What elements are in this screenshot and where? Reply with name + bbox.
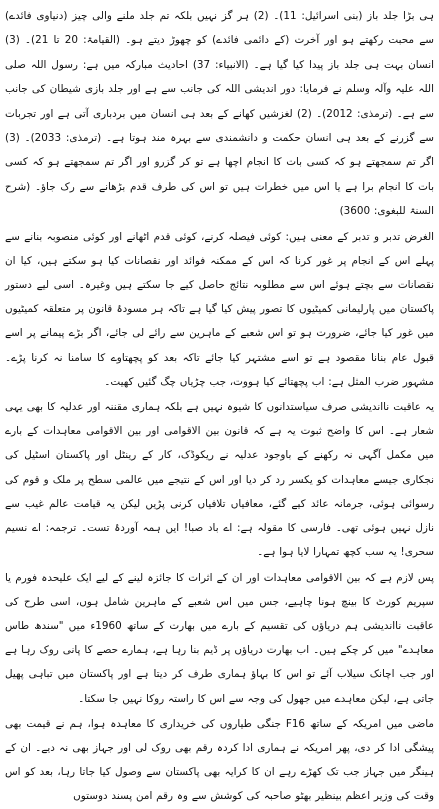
article-paragraph-1: ہی بڑا جلد باز (بنی اسرائیل: 11)۔ (2) ہر گز نہیں بلکہ تم جلد ملنے والی چیز (دنیاوی فائدے) سے محبت رکھتے ہو اور آخرت (کے دائمی فائدے) کو چھوڑ دیتے ہو۔ (القیامۃ: 20 تا 21)۔ (3) انسان بہت ہی جلد باز پیدا کیا گیا ہے۔ (الانبیاء: 37) احادیث مبارکہ میں ہے: رسول اللہ صلی اللہ علیہ وآلہ وسلم نے فرمایا: دور اندیشی اللہ کی جانب سے ہے اور جلد بازی شیطان کی جانب سے ہے۔ (ترمذی: 2012)۔ (2) لغزشیں کھانے کے بعد ہی انسان میں بردباری آتی ہے اور تجربات سے گزرنے کے بعد ہی انسان حکمت و دانشمندی سے بہرہ مند ہوتا ہے۔ (ترمذی: 2033)۔ (3) اگر تم سمجھتے ہو کہ کسی بات کا انجام اچھا ہے تو کر گزرو اور اگر تم سمجھتے ہو کہ کسی بات کا انجام برا ہے یا اس میں خطرات ہیں تو اس کی طرف قدم بڑھانے سے رک جاؤ۔ (شرح السنۃ للبغوی: 3600) (5, 10, 435, 218)
article-paragraph-4: پس لازم ہے کہ بین الاقوامی معاہدات اور ان کے اثرات کا جائزہ لینے کے لیے ایک علیحدہ فورم یا سپریم کورٹ کا بینچ ہونا چاہیے، جس میں اس شعبے کے ماہرین شامل ہوں، اسی طرح کی عاقبت نااندیشی ہم دریاؤں کی تقسیم کے بارے میں بھارت کے ساتھ 1960ء میں "سندھ طاس معاہدے" میں کر چکے ہیں۔ اب بھارت دریاؤں پر ڈیم بنا رہا ہے، ہمارے حصے کا پانی روک رہا ہے اور جب اچانک سیلاب آئے تو اس کا بہاؤ ہماری طرف کر دیتا ہے اور پاکستان میں تباہی پھیل جاتی ہے، لیکن معاہدے میں جھول کی وجہ سے اس کا راستہ روکا نہیں جا سکتا۔ (5, 571, 435, 705)
article-paragraph-3: یہ عاقبت نااندیشی صرف سیاستدانوں کا شیوہ نہیں ہے بلکہ ہماری مقننہ اور عدلیہ کا بھی یہی شعار ہے۔ اس کا واضح ثبوت یہ ہے کہ قانون بین الاقوامی اور بین الاقوامی معاہدات کے بارے میں مکمل آگہی نہ رکھنے کے باوجود عدلیہ نے ریکوڈک، کار کے رینٹل اور پاکستان اسٹیل کی نجکاری جیسے معاہدات کو یکسر رد کر دیا اور اس کے نتیجے میں عالمی سطح پر ملک و قوم کی رسوائی ہوئی، جرمانہ عائد کیے گئے، معافیاں تلافیاں کرنی پڑیں لیکن یہ قیامت عالم غیب سے نازل نہیں ہوئی تھی۔ فارسی کا مقولہ ہے: اے باد صبا! ایں ہمہ آوردۂ تست۔ ترجمہ: اے نسیم سحری! یہ سب کچھ تمہارا لایا ہوا ہے۔ (5, 401, 434, 559)
article-paragraph-2: الغرض تدبر و تدبر کے معنی ہیں: کوئی فیصلہ کرنے، کوئی قدم اٹھانے اور کوئی منصوبہ بنانے سے پہلے اس کے انجام پر غور کرنا کہ اس کے ممکنہ فوائد اور نقصانات کیا ہو سکتے ہیں، کیا ان نقصانات سے بچتے ہوئے اس سے مطلوبہ نتائج حاصل کیے جا سکتے ہیں وغیرہ۔ اسی لیے دستور پاکستان میں پارلیمانی کمیٹیوں کا تصور پیش کیا گیا ہے تاکہ ہر مسودۂ قانون پر متعلقہ کمیٹیوں میں غور کیا جائے، ضرورت ہو تو اس شعبے کے ماہرین سے رائے لی جائے، اگر بڑے پیمانے پر اسے قبول عام بنانا مقصود ہے تو اسے مشتہر کیا جائے تاکہ بعد کو پچھتاوے کا سامنا نہ کرنا پڑے۔ مشہور ضرب المثل ہے: اب پچھتائے کیا ہووت، جب چڑیاں چگ گئیں کھیت۔ (5, 230, 434, 388)
article-paragraph-5: ماضی میں امریکہ کے ساتھ F16 جنگی طیاروں کی خریداری کا معاہدہ ہوا، ہم نے قیمت بھی پیشگی ادا کر دی، پھر امریکہ نے ہماری ادا کردہ رقم بھی روک لی اور جہاز بھی نہ دیے۔ ان کے ہینگر میں جہاز جب تک کھڑے رہے ان کا کرایہ بھی پاکستان سے وصول کیا جاتا رہا، بعد کو اس وقت کی وزیر اعظم بینظیر بھٹو صاحبہ کی کوشش سے وہ رقم امن پسند دوستوں (5, 717, 434, 803)
